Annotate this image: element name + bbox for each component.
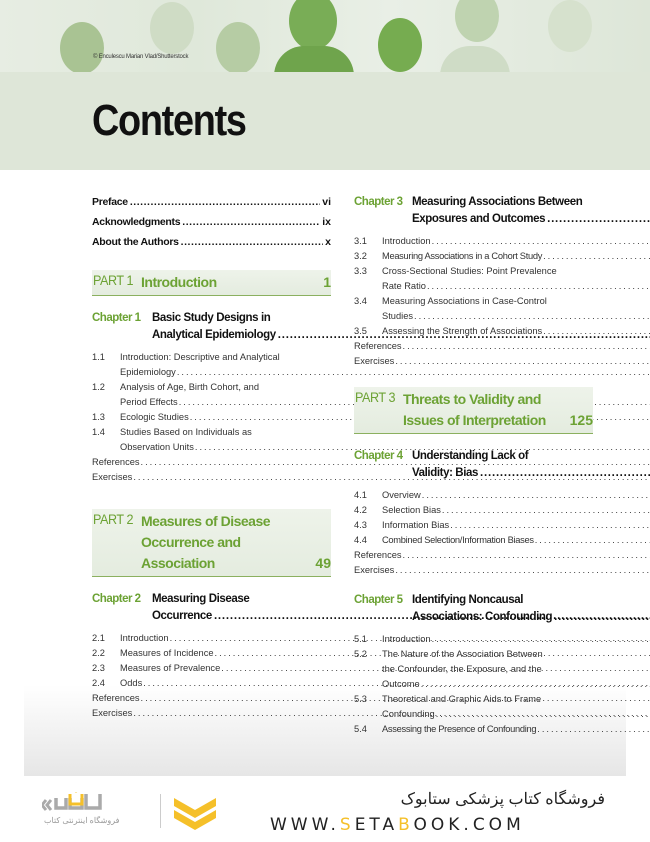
section-title: Overview: [382, 490, 421, 500]
toc-part-1[interactable]: [92, 270, 331, 296]
leader-dots: [450, 518, 650, 533]
toc-references[interactable]: [354, 548, 593, 563]
section-title: Rate Ratio: [382, 281, 426, 291]
chapter-1-sections: [92, 350, 331, 485]
section-title: References: [354, 550, 402, 560]
leader-dots: [427, 279, 650, 294]
chapter-title: Basic Study Designs in: [152, 312, 271, 324]
chapter-title: Exposures and Outcomes: [412, 213, 546, 225]
toc-part-2[interactable]: [92, 509, 331, 577]
section-title: Odds: [120, 678, 143, 688]
section-number: 5.1: [354, 634, 367, 644]
toc-chapter-4[interactable]: [354, 448, 593, 482]
chapter-title: Validity: Bias: [412, 467, 478, 479]
publisher-footer: [0, 776, 650, 842]
section-number: 4.4: [354, 535, 367, 545]
leader-dots: [442, 503, 650, 518]
leader-dots: [480, 465, 650, 482]
section-number: 2.2: [92, 648, 105, 658]
toc-part-3[interactable]: [354, 387, 593, 434]
toc-section[interactable]: [92, 380, 331, 410]
leader-dots: [403, 548, 650, 563]
url-part: ETA: [354, 815, 399, 835]
toc-chapter-3[interactable]: [354, 194, 593, 228]
toc-chapter-2[interactable]: [92, 591, 331, 625]
leader-dots: [432, 234, 650, 249]
entry-title: About the Authors: [92, 236, 179, 248]
toc-chapter-5[interactable]: [354, 592, 593, 626]
section-title: References: [354, 341, 402, 351]
chapter-5-sections: [354, 632, 593, 737]
leader-dots: [547, 211, 650, 228]
toc-section[interactable]: [354, 234, 593, 249]
entry-title: Acknowledgments: [92, 216, 181, 228]
chapter-title: Associations: Confounding: [412, 611, 553, 623]
store-name: فروشگاه کتاب پزشکی ستابوک: [400, 791, 605, 808]
url-part: S: [339, 815, 355, 835]
silhouette-body: [440, 46, 510, 72]
section-title: Introduction: [120, 633, 169, 643]
section-title: Introduction: [382, 236, 431, 246]
part-title: Association: [141, 555, 215, 571]
divider: [160, 794, 161, 828]
toc-references[interactable]: [354, 339, 593, 354]
section-title: Exercises: [354, 565, 395, 575]
leader-dots: [181, 236, 323, 248]
contents-column-left: [92, 170, 331, 721]
chapter-label: Chapter 2: [92, 593, 141, 605]
section-title: Theoretical and Graphic Aids to Frame: [382, 694, 542, 704]
leader-dots: [182, 216, 320, 228]
part-title: Measures of Disease: [141, 513, 271, 529]
url-part: OOK.COM: [413, 815, 525, 835]
part-title: Occurrence and: [141, 534, 241, 550]
leader-dots: [554, 609, 650, 626]
leader-dots: [130, 196, 320, 208]
toc-references[interactable]: [92, 691, 331, 706]
section-number: 5.2: [354, 649, 367, 659]
section-title: Selection Bias: [382, 505, 441, 515]
chapter-title: Understanding Lack of: [412, 450, 529, 462]
section-number: 5.3: [354, 694, 367, 704]
chapter-title: Analytical Epidemiology: [152, 329, 276, 341]
silhouette-icon: [60, 22, 104, 72]
leader-dots: [421, 677, 650, 692]
contents-page: [24, 170, 626, 776]
chapter-4-sections: [354, 488, 593, 578]
leader-dots: [537, 722, 650, 737]
silhouette-icon: [455, 0, 499, 42]
section-title: Epidemiology: [120, 367, 176, 377]
leader-dots: [543, 324, 650, 339]
toc-references[interactable]: [92, 455, 331, 470]
toc-section[interactable]: [354, 722, 593, 737]
chapter-label: Chapter 1: [92, 312, 141, 324]
toc-front-preface[interactable]: [92, 192, 331, 212]
section-title: Measuring Associations in a Cohort Study: [382, 251, 543, 261]
silhouette-icon: [289, 0, 337, 50]
section-title: Studies: [382, 311, 414, 321]
leader-dots: [403, 339, 650, 354]
leader-dots: [436, 707, 650, 722]
toc-section[interactable]: [354, 503, 593, 518]
toc-section[interactable]: [92, 631, 331, 646]
section-title: Observation Units: [120, 442, 194, 452]
part-label: PART 3: [355, 389, 396, 405]
toc-exercises[interactable]: [354, 354, 593, 369]
section-number: 2.1: [92, 633, 105, 643]
toc-section[interactable]: [92, 425, 331, 455]
chapter-label: Chapter 4: [354, 450, 403, 462]
toc-chapter-1[interactable]: [92, 310, 331, 344]
toc-front-about-authors[interactable]: [92, 232, 331, 252]
toc-exercises[interactable]: [92, 470, 331, 485]
header-photo-banner: [0, 0, 650, 72]
toc-section[interactable]: [354, 294, 593, 324]
chapter-label: Chapter 5: [354, 594, 403, 606]
section-title: Measures of Incidence: [120, 648, 214, 658]
toc-section[interactable]: [354, 518, 593, 533]
toc-section[interactable]: [354, 647, 593, 692]
section-title: Cross-Sectional Studies: Point Prevalence: [382, 266, 557, 276]
toc-exercises[interactable]: [92, 706, 331, 721]
chapter-3-sections: [354, 234, 593, 369]
section-title: Measuring Associations in Case-Control: [382, 296, 547, 306]
section-title: Introduction: [382, 634, 431, 644]
chevron-logo-icon: [172, 796, 218, 830]
section-title: Combined Selection/Information Biases: [382, 535, 534, 545]
section-number: 4.3: [354, 520, 367, 530]
section-title: Assessing the Presence of Confounding: [382, 724, 537, 734]
section-title: Confounding: [382, 709, 435, 719]
toc-section[interactable]: [92, 676, 331, 691]
section-number: 5.4: [354, 724, 367, 734]
page-number: 49: [315, 555, 331, 571]
toc-section[interactable]: [354, 533, 593, 548]
section-number: 1.2: [92, 382, 105, 392]
section-title: Analysis of Age, Birth Cohort, and: [120, 382, 260, 392]
section-title: Assessing the Strength of Associations: [382, 326, 543, 336]
section-title: References: [92, 693, 140, 703]
silhouette-icon: [150, 2, 194, 54]
section-title: Introduction: Descriptive and Analytical: [120, 352, 280, 362]
toc-section[interactable]: [92, 646, 331, 661]
section-title: Exercises: [92, 708, 133, 718]
section-title: Outcome: [382, 679, 420, 689]
section-title: The Nature of the Association Between: [382, 649, 543, 659]
contents-column-right: [354, 170, 593, 737]
leader-dots: [432, 632, 650, 647]
page-number: ix: [322, 216, 331, 228]
page-title: Contents: [92, 96, 246, 145]
leader-dots: [422, 488, 650, 503]
section-number: 4.1: [354, 490, 367, 500]
part-label: PART 2: [93, 511, 134, 527]
silhouette-icon: [378, 18, 422, 72]
section-number: 1.4: [92, 427, 105, 437]
toc-section[interactable]: [92, 410, 331, 425]
toc-exercises[interactable]: [354, 563, 593, 578]
section-title: Exercises: [92, 472, 133, 482]
section-title: Period Effects: [120, 397, 178, 407]
toc-section[interactable]: [354, 264, 593, 294]
silhouette-icon: [548, 0, 592, 52]
logo-subtitle: فروشگاه اینترنتی کتاب: [44, 816, 120, 825]
part-title: Threats to Validity and: [403, 391, 541, 407]
chapter-label: Chapter 3: [354, 196, 403, 208]
toc-section[interactable]: [354, 692, 593, 722]
part-title: Introduction: [141, 274, 217, 290]
section-number: 2.4: [92, 678, 105, 688]
section-number: 4.2: [354, 505, 367, 515]
chapter-title: Identifying Noncausal: [412, 594, 524, 606]
toc-section[interactable]: [354, 488, 593, 503]
leader-dots: [543, 249, 650, 264]
silhouette-body: [274, 46, 354, 72]
part-label: PART 1: [93, 272, 134, 288]
section-number: 3.5: [354, 326, 367, 336]
section-title: the Confounder, the Exposure, and the: [382, 664, 542, 674]
page-number: vi: [322, 196, 331, 208]
section-title: Measures of Prevalence: [120, 663, 221, 673]
section-title: References: [92, 457, 140, 467]
toc-section[interactable]: [354, 632, 593, 647]
section-number: 3.2: [354, 251, 367, 261]
page-number: 1: [323, 274, 331, 290]
silhouette-icon: [216, 22, 260, 72]
section-number: 2.3: [92, 663, 105, 673]
store-url[interactable]: [270, 815, 525, 835]
leader-dots: [414, 309, 650, 324]
chapter-title: Occurrence: [152, 610, 212, 622]
url-part: B: [398, 815, 414, 835]
url-part: WWW.: [270, 815, 340, 835]
section-title: Studies Based on Individuals as: [120, 427, 252, 437]
section-number: 3.4: [354, 296, 367, 306]
toc-section[interactable]: [92, 350, 331, 380]
section-number: 3.1: [354, 236, 367, 246]
section-number: 3.3: [354, 266, 367, 276]
section-number: 1.3: [92, 412, 105, 422]
leader-dots: [395, 563, 650, 578]
toc-section[interactable]: [92, 661, 331, 676]
entry-title: Preface: [92, 196, 128, 208]
toc-front-acknowledgments[interactable]: [92, 212, 331, 232]
toc-section[interactable]: [354, 249, 593, 264]
leader-dots: [535, 533, 650, 548]
toc-section[interactable]: [354, 324, 593, 339]
section-title: Information Bias: [382, 520, 450, 530]
section-number: 1.1: [92, 352, 105, 362]
chapter-2-sections: [92, 631, 331, 721]
chapter-title: Measuring Associations Between: [412, 196, 583, 208]
section-title: Exercises: [354, 356, 395, 366]
photo-credit: © Enculescu Marian Vlad/Shutterstock: [93, 54, 189, 60]
page-number: x: [325, 236, 331, 248]
part-title: Issues of Interpretation: [403, 412, 546, 428]
leader-dots: [395, 354, 650, 369]
section-title: Ecologic Studies: [120, 412, 189, 422]
page-number: 125: [569, 412, 593, 428]
chapter-title: Measuring Disease: [152, 593, 250, 605]
